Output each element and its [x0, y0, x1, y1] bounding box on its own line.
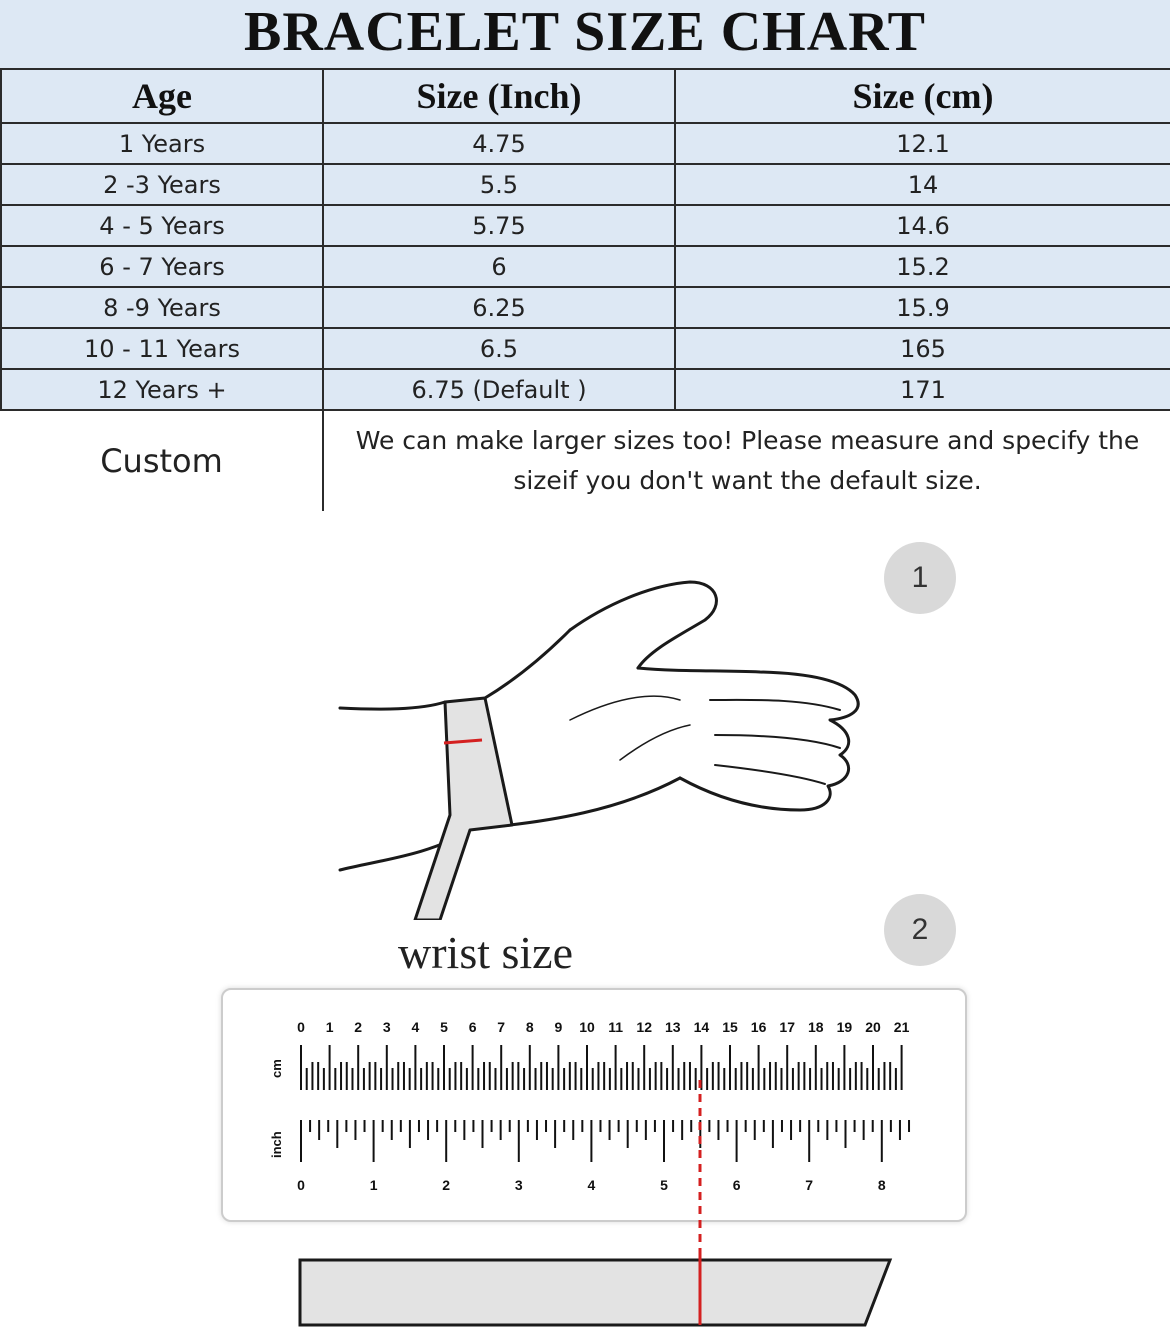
custom-label: Custom	[1, 410, 323, 511]
age-cell: 2 -3 Years	[1, 164, 323, 205]
cm-ticks	[301, 1045, 902, 1090]
age-cell: 1 Years	[1, 123, 323, 164]
cm-tick-label: 10	[579, 1019, 595, 1035]
strap-band	[300, 1260, 890, 1325]
palm-crease-2	[620, 725, 690, 760]
palm-crease-1	[570, 696, 680, 720]
hand-measuring-illustration	[320, 560, 880, 920]
cm-tick-label: 11	[608, 1019, 624, 1035]
cm-labels	[297, 1019, 909, 1035]
cm-tick-label: 0	[297, 1019, 305, 1035]
cm-tick-label: 7	[497, 1019, 506, 1035]
cm-tick-label: 8	[525, 1019, 534, 1035]
cm-tick-label: 14	[693, 1019, 710, 1035]
custom-row	[1, 410, 1170, 511]
custom-note: We can make larger sizes too! Please measure and specify the sizeif you don't want the default size.	[323, 410, 1170, 511]
age-cell: 10 - 11 Years	[1, 328, 323, 369]
cm-tick-label: 1	[325, 1019, 334, 1035]
inch-tick-label: 0	[297, 1177, 305, 1193]
finger-line-3	[715, 765, 825, 784]
table-row	[1, 328, 1170, 369]
table-header-row	[1, 69, 1170, 123]
age-cell: 8 -9 Years	[1, 287, 323, 328]
cm-tick-label: 12	[636, 1019, 652, 1035]
inch-cell: 6	[323, 246, 675, 287]
inch-labels	[297, 1177, 886, 1193]
inch-ticks	[301, 1120, 909, 1162]
inch-cell: 4.75	[323, 123, 675, 164]
cm-tick-label: 5	[440, 1019, 448, 1035]
cm-tick-label: 18	[808, 1019, 824, 1035]
thumb-outline	[570, 582, 716, 668]
cm-tick-label: 15	[722, 1019, 738, 1035]
inch-tick-label: 5	[660, 1177, 668, 1193]
age-cell: 12 Years +	[1, 369, 323, 410]
cm-tick-label: 17	[779, 1019, 795, 1035]
wrist-outline	[340, 630, 570, 709]
inch-tick-label: 2	[442, 1177, 451, 1193]
size-table	[0, 68, 1170, 511]
cm-cell: 15.9	[675, 287, 1170, 328]
cm-tick-label: 2	[354, 1019, 363, 1035]
table-row	[1, 246, 1170, 287]
cm-tick-label: 6	[468, 1019, 477, 1035]
inch-cell: 5.5	[323, 164, 675, 205]
cm-cell: 15.2	[675, 246, 1170, 287]
cm-cell: 14	[675, 164, 1170, 205]
cm-cell: 171	[675, 369, 1170, 410]
step-2-badge: 2	[884, 894, 956, 966]
cm-tick-label: 16	[750, 1019, 767, 1035]
wrist-size-label: wrist size	[398, 927, 574, 978]
cm-cell: 165	[675, 328, 1170, 369]
table-row	[1, 369, 1170, 410]
cm-tick-label: 20	[865, 1019, 881, 1035]
inch-cell: 6.75 (Default )	[323, 369, 675, 410]
age-cell: 4 - 5 Years	[1, 205, 323, 246]
cm-cell: 12.1	[675, 123, 1170, 164]
finger-line-1	[710, 700, 840, 710]
cm-tick-label: 9	[554, 1019, 563, 1035]
finger-line-2	[715, 735, 840, 748]
inch-tick-label: 7	[805, 1177, 814, 1193]
measure-marker	[690, 1080, 710, 1330]
cm-tick-label: 19	[836, 1019, 853, 1035]
inch-tick-label: 8	[877, 1177, 886, 1193]
chart-title: BRACELET SIZE CHART	[0, 0, 1170, 68]
header-age: Age	[1, 69, 323, 123]
palm-outline	[638, 668, 858, 810]
inch-unit-label: inch	[269, 1131, 284, 1158]
age-cell: 6 - 7 Years	[1, 246, 323, 287]
inch-cell: 5.75	[323, 205, 675, 246]
step-1-badge: 1	[884, 542, 956, 614]
inch-tick-label: 1	[369, 1177, 378, 1193]
table-row	[1, 205, 1170, 246]
cm-unit-label: cm	[269, 1059, 284, 1078]
cm-tick-label: 13	[665, 1019, 681, 1035]
cm-tick-label: 21	[893, 1019, 910, 1035]
table-row	[1, 164, 1170, 205]
bracelet-strap	[290, 1250, 910, 1330]
inch-tick-label: 3	[514, 1177, 523, 1193]
inch-tick-label: 4	[587, 1177, 596, 1193]
table-row	[1, 287, 1170, 328]
header-size-inch: Size (Inch)	[323, 69, 675, 123]
inch-cell: 6.5	[323, 328, 675, 369]
header-size-cm: Size (cm)	[675, 69, 1170, 123]
ruler	[221, 988, 965, 1220]
table-row	[1, 123, 1170, 164]
measuring-tape	[415, 698, 512, 920]
inch-tick-label: 6	[732, 1177, 741, 1193]
inch-cell: 6.25	[323, 287, 675, 328]
cm-tick-label: 3	[382, 1019, 391, 1035]
cm-cell: 14.6	[675, 205, 1170, 246]
cm-tick-label: 4	[411, 1019, 420, 1035]
